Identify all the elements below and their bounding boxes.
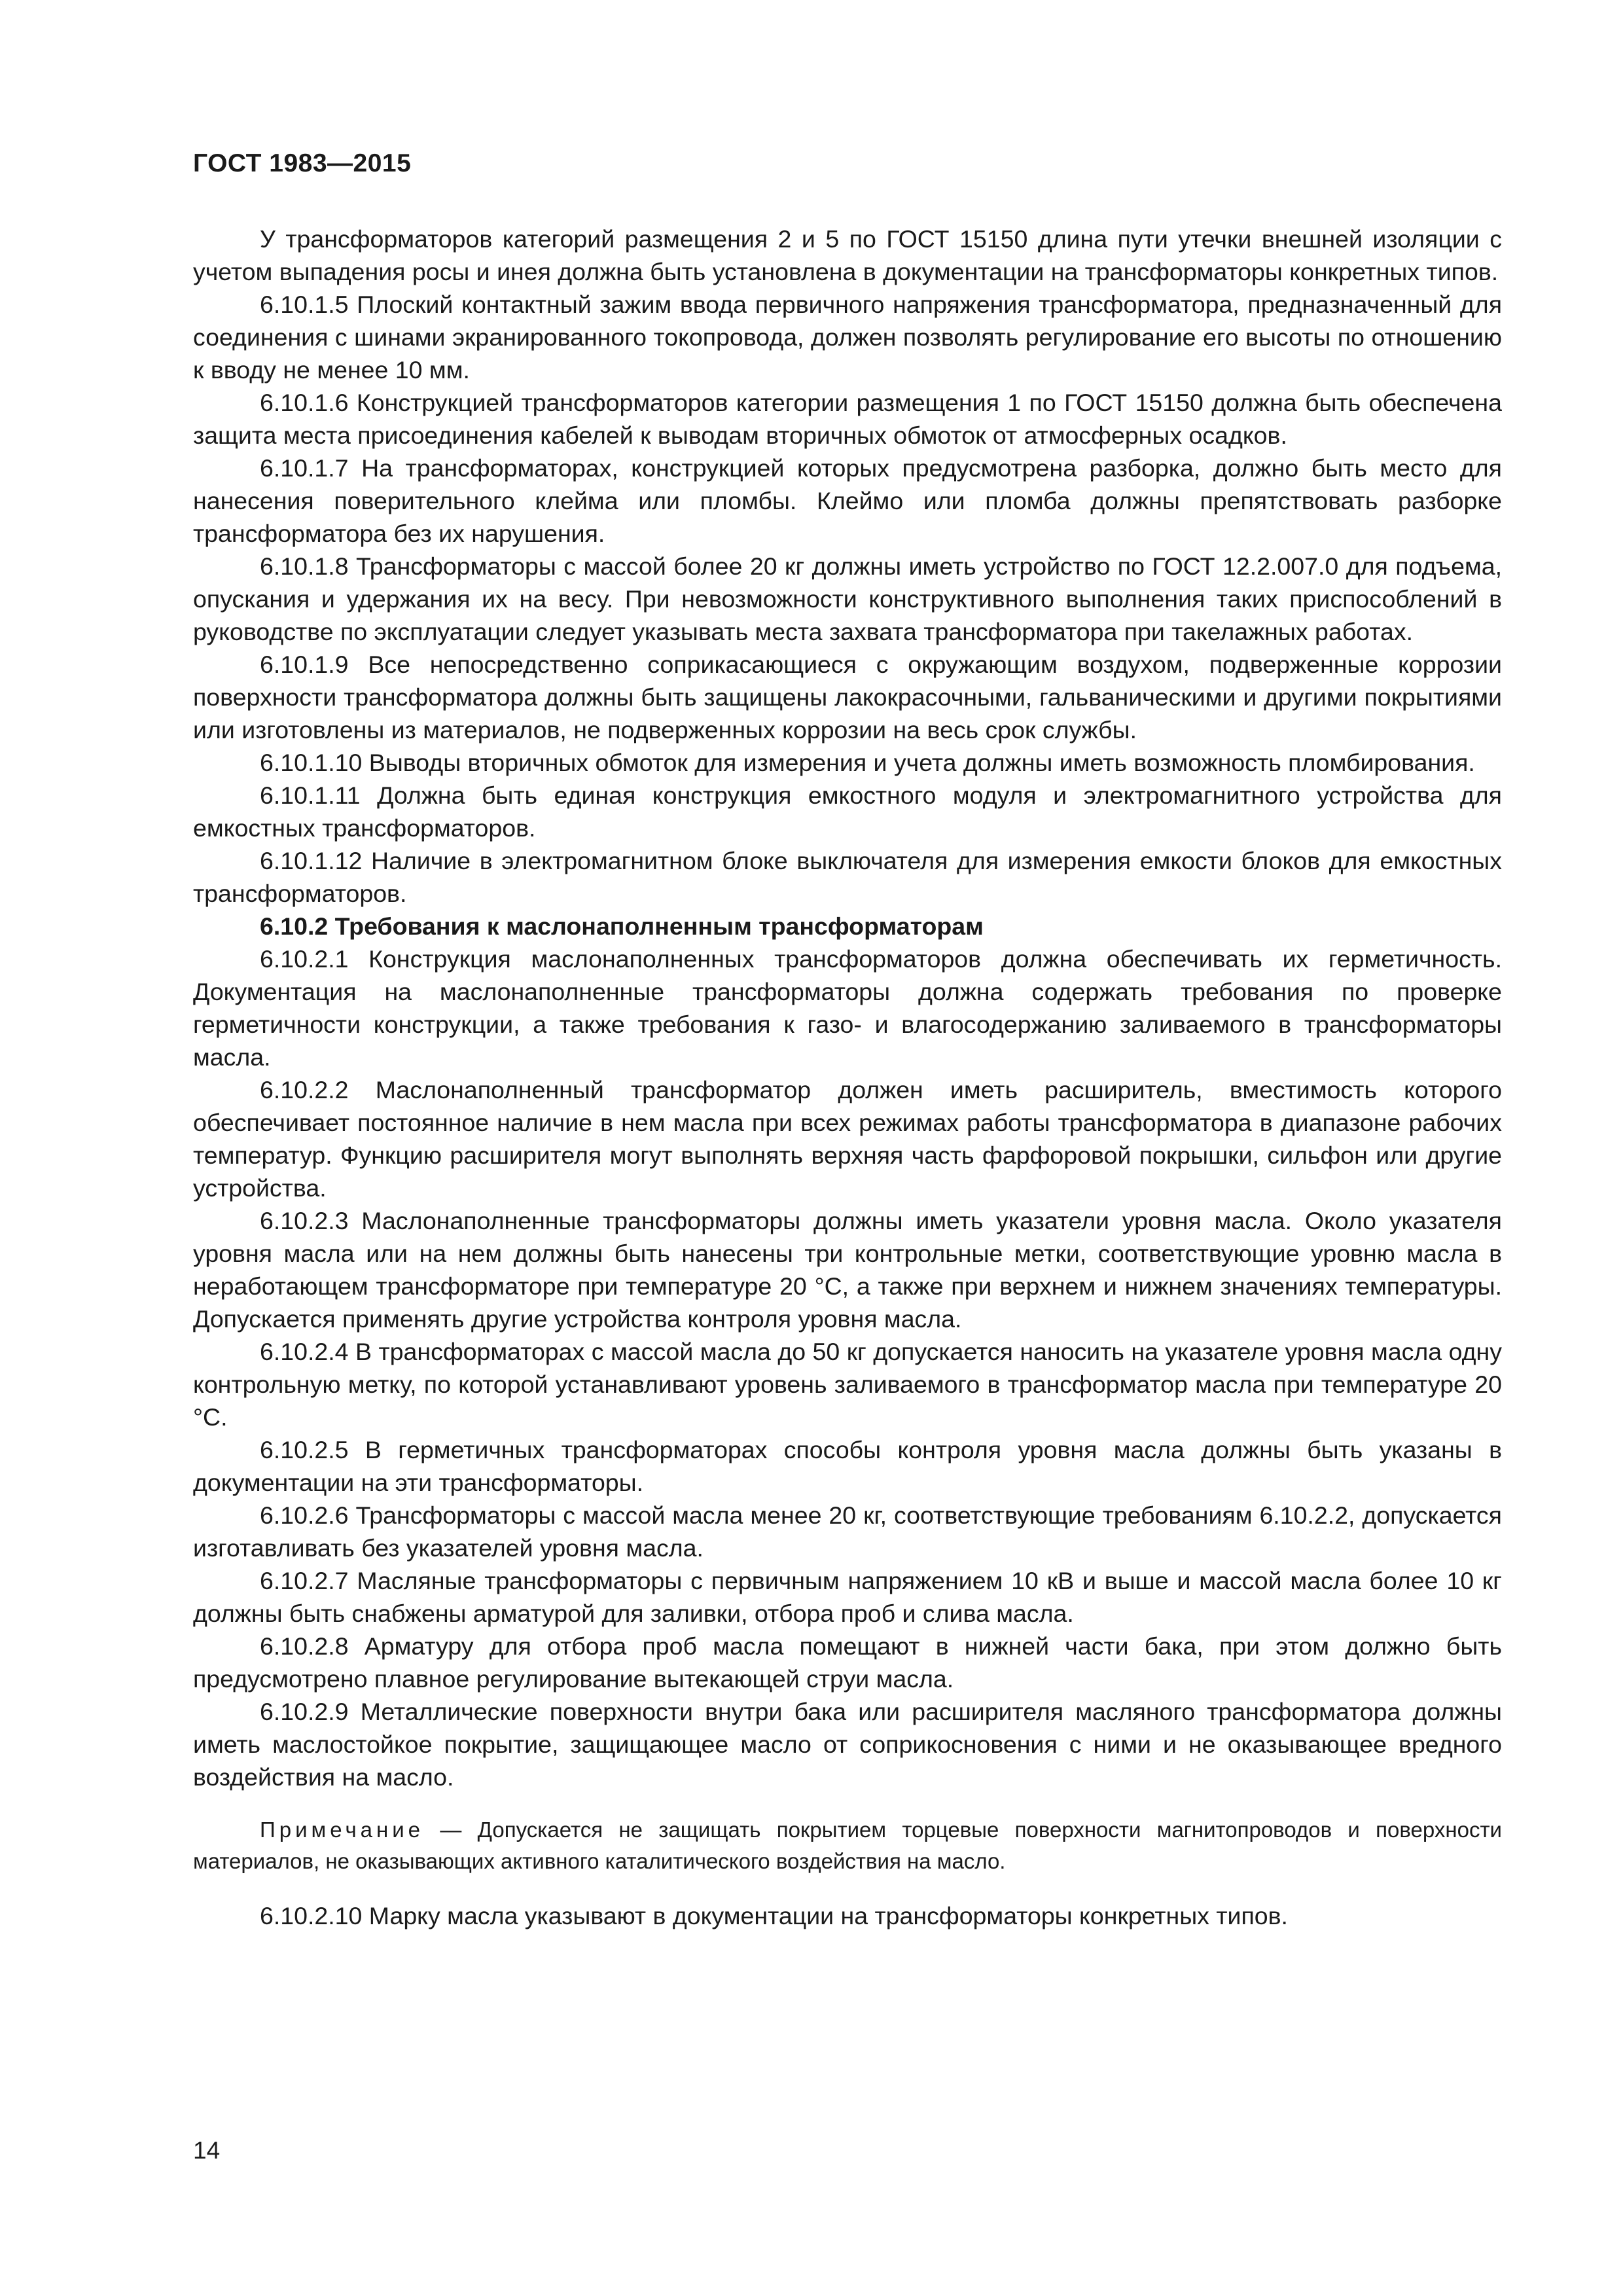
clause-6-10-2-6: 6.10.2.6 Трансформаторы с массой масла менее 20 кг, соответствующие требованиям 6.10.2.2, допускается изготавливать без указателей уровня масла. (193, 1501, 1502, 1562)
page-number: 14 (193, 2137, 221, 2164)
clause-6-10-2-4: 6.10.2.4 В трансформаторах с массой масла до 50 кг допускается наносить на указателе уровня масла одну контрольную метку, по которой устанавливают уровень заливаемого в трансформатор масла при температуре 20 °С. (193, 1338, 1502, 1431)
clause-6-10-2-9: 6.10.2.9 Металлические поверхности внутри бака или расширителя масляного трансформатора должны иметь маслостойкое покрытие, защищающее масло от соприкосновения с ними и не оказывающее вредного воздействия на масло. (193, 1698, 1502, 1791)
clause-6-10-1-6: 6.10.1.6 Конструкцией трансформаторов категории размещения 1 по ГОСТ 15150 должна быть обеспечена защита места присоединения кабелей к выводам вторичных обмоток от атмосферных осадков. (193, 389, 1502, 449)
section-heading-6-10-2: 6.10.2 Требования к маслонаполненным трансформаторам (260, 912, 984, 940)
note-block (193, 1814, 1502, 1877)
document-id-header: ГОСТ 1983—2015 (193, 149, 412, 177)
clause-6-10-1-11: 6.10.1.11 Должна быть единая конструкция емкостного модуля и электромагнитного устройства для емкостных трансформаторов. (193, 781, 1502, 842)
clause-6-10-1-8: 6.10.1.8 Трансформаторы с массой более 20 кг должны иметь устройство по ГОСТ 12.2.007.0 для подъема, опускания и удержания их на весу. При невозможности конструктивного выполнения таких приспособлений в руководстве по эксплуатации следует указывать места захвата трансформатора при такелажных работах. (193, 552, 1502, 645)
clause-6-10-2-8: 6.10.2.8 Арматуру для отбора проб масла помещают в нижней части бака, при этом должно быть предусмотрено плавное регулирование вытекающей струи масла. (193, 1632, 1502, 1693)
clause-6-10-2-7: 6.10.2.7 Масляные трансформаторы с первичным напряжением 10 кВ и выше и массой масла более 10 кг должны быть снабжены арматурой для заливки, отбора проб и слива масла. (193, 1567, 1502, 1627)
note-text: — Допускается не защищать покрытием торцевые поверхности магнитопроводов и поверхности материалов, не оказывающих активного каталитического воздействия на масло. (193, 1818, 1502, 1873)
note-label: Примечание (260, 1818, 425, 1842)
clause-6-10-1-9: 6.10.1.9 Все непосредственно соприкасающиеся с окружающим воздухом, подверженные коррозии поверхности трансформатора должны быть защищены лакокрасочными, гальваническими и другими покрытиями или изготовлены из материалов, не подверженных коррозии на весь срок службы. (193, 651, 1502, 744)
clause-6-10-1-5: 6.10.1.5 Плоский контактный зажим ввода первичного напряжения трансформатора, предназначенный для соединения с шинами экранированного токопровода, должен позволять регулирование его высоты по отношению к вводу не менее 10 мм. (193, 291, 1502, 384)
clause-6-10-2-10: 6.10.2.10 Марку масла указывают в документации на трансформаторы конкретных типов. (260, 1902, 1288, 1929)
clause-6-10-1-10: 6.10.1.10 Выводы вторичных обмоток для измерения и учета должны иметь возможность пломбирования. (260, 749, 1475, 776)
clause-6-10-2-1: 6.10.2.1 Конструкция маслонаполненных трансформаторов должна обеспечивать их герметичность. Документация на маслонаполненные трансформаторы должна содержать требования по проверке герметичности конструкции, а также требования к газо- и влагосодержанию заливаемого в трансформаторы масла. (193, 945, 1502, 1071)
clause-6-10-2-3: 6.10.2.3 Маслонаполненные трансформаторы должны иметь указатели уровня масла. Около указателя уровня масла или на нем должны быть нанесены три контрольные метки, соответствующие уровню масла в неработающем трансформаторе при температуре 20 °С, а также при верхнем и нижнем значениях температуры. Допускается применять другие устройства контроля уровня масла. (193, 1207, 1502, 1333)
document-body (193, 223, 1502, 1932)
clause-6-10-1-7: 6.10.1.7 На трансформаторах, конструкцией которых предусмотрена разборка, должно быть место для нанесения поверительного клейма или пломбы. Клеймо или пломба должны препятствовать разборке трансформатора без их нарушения. (193, 454, 1502, 547)
paragraph-intro: У трансформаторов категорий размещения 2 и 5 по ГОСТ 15150 длина пути утечки внешней изоляции с учетом выпадения росы и инея должна быть установлена в документации на трансформаторы конкретных типов. (193, 225, 1502, 285)
clause-6-10-1-12: 6.10.1.12 Наличие в электромагнитном блоке выключателя для измерения емкости блоков для емкостных трансформаторов. (193, 847, 1502, 907)
clause-6-10-2-5: 6.10.2.5 В герметичных трансформаторах способы контроля уровня масла должны быть указаны в документации на эти трансформаторы. (193, 1436, 1502, 1496)
clause-6-10-2-2: 6.10.2.2 Маслонаполненный трансформатор должен иметь расширитель, вместимость которого обеспечивает постоянное наличие в нем масла при всех режимах работы трансформатора в диапазоне рабочих температур. Функцию расширителя могут выполнять верхняя часть фарфоровой покрышки, сильфон или другие устройства. (193, 1076, 1502, 1202)
